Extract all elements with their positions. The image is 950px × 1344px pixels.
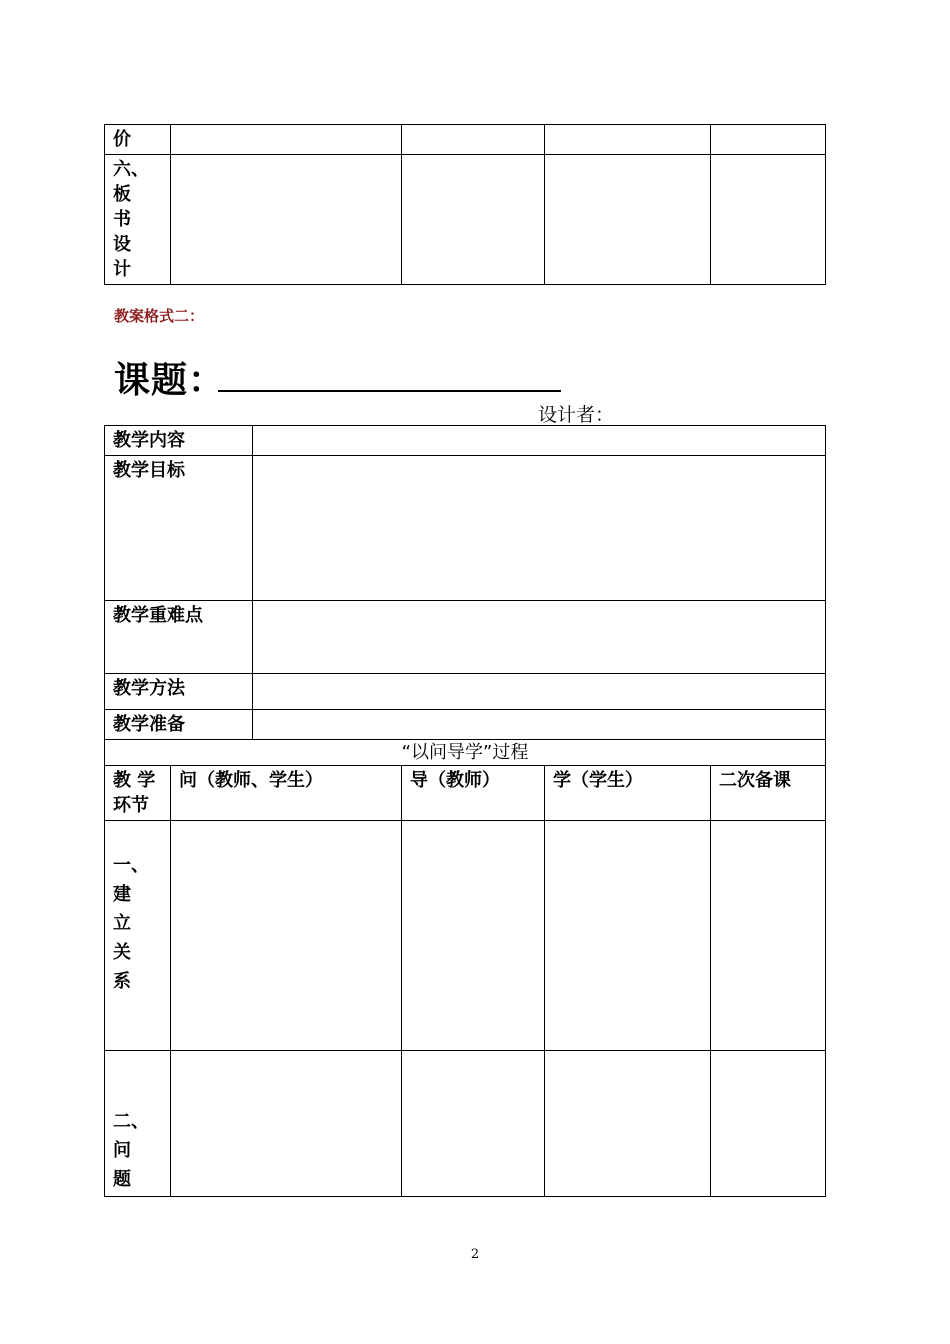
- row-label-methods: 教学方法: [105, 674, 253, 710]
- key-points-field[interactable]: [253, 601, 826, 674]
- title-blank-line[interactable]: [218, 390, 561, 392]
- designer-label: 设计者：: [538, 404, 615, 426]
- table-cell[interactable]: [711, 125, 826, 155]
- label-char: 建: [113, 884, 131, 905]
- table-cell[interactable]: [171, 155, 402, 285]
- label-char: 板: [113, 184, 131, 205]
- table-cell[interactable]: [171, 1051, 402, 1197]
- preparation-field[interactable]: [253, 710, 826, 740]
- row-label-objectives: 教学目标: [105, 456, 253, 601]
- label-char: 关: [113, 942, 131, 963]
- content-field[interactable]: [253, 426, 826, 456]
- section-label: 教案格式二：: [114, 307, 205, 325]
- label-char: 六、: [113, 159, 149, 180]
- header-line: 教 学: [113, 770, 156, 791]
- label-char: 二、: [113, 1111, 149, 1132]
- row-label-board-design: [105, 155, 171, 285]
- row-label-content: 教学内容: [105, 426, 253, 456]
- label-char: 问: [113, 1140, 131, 1161]
- page-number: 2: [470, 1247, 480, 1262]
- lesson-title: 课题：: [114, 360, 226, 401]
- column-header-stage: [105, 766, 171, 821]
- label-char: 题: [113, 1169, 131, 1190]
- methods-field[interactable]: [253, 674, 826, 710]
- column-header-learn: 学（学生）: [545, 766, 711, 821]
- table-cell[interactable]: [171, 125, 402, 155]
- stage-label-questions: [105, 1051, 171, 1197]
- column-header-ask: 问（教师、学生）: [171, 766, 402, 821]
- column-header-second-prep: 二次备课: [711, 766, 826, 821]
- table-cell[interactable]: [402, 125, 545, 155]
- label-char: 系: [113, 971, 131, 992]
- table-cell[interactable]: [711, 1051, 826, 1197]
- row-label-preparation: 教学准备: [105, 710, 253, 740]
- table-cell[interactable]: [402, 1051, 545, 1197]
- top-continuation-table: [104, 124, 826, 285]
- table-cell[interactable]: [545, 125, 711, 155]
- table-cell[interactable]: [711, 155, 826, 285]
- row-label-evaluation: 价: [105, 125, 171, 155]
- stage-label-build-relations: [105, 821, 171, 1051]
- table-cell[interactable]: [545, 1051, 711, 1197]
- table-cell[interactable]: [171, 821, 402, 1051]
- column-header-guide: 导（教师）: [402, 766, 545, 821]
- table-cell[interactable]: [402, 155, 545, 285]
- row-label-key-points: 教学重难点: [105, 601, 253, 674]
- table-cell[interactable]: [545, 821, 711, 1051]
- label-char: 计: [113, 259, 131, 280]
- table-cell[interactable]: [402, 821, 545, 1051]
- header-line: 环节: [113, 795, 149, 816]
- label-char: 立: [113, 913, 131, 934]
- table-cell[interactable]: [545, 155, 711, 285]
- lesson-plan-table: [104, 425, 826, 1197]
- label-char: 书: [113, 209, 131, 230]
- label-char: 设: [113, 234, 131, 255]
- process-header: “以问导学”过程: [105, 740, 826, 766]
- objectives-field[interactable]: [253, 456, 826, 601]
- table-cell[interactable]: [711, 821, 826, 1051]
- label-char: 一、: [113, 855, 149, 876]
